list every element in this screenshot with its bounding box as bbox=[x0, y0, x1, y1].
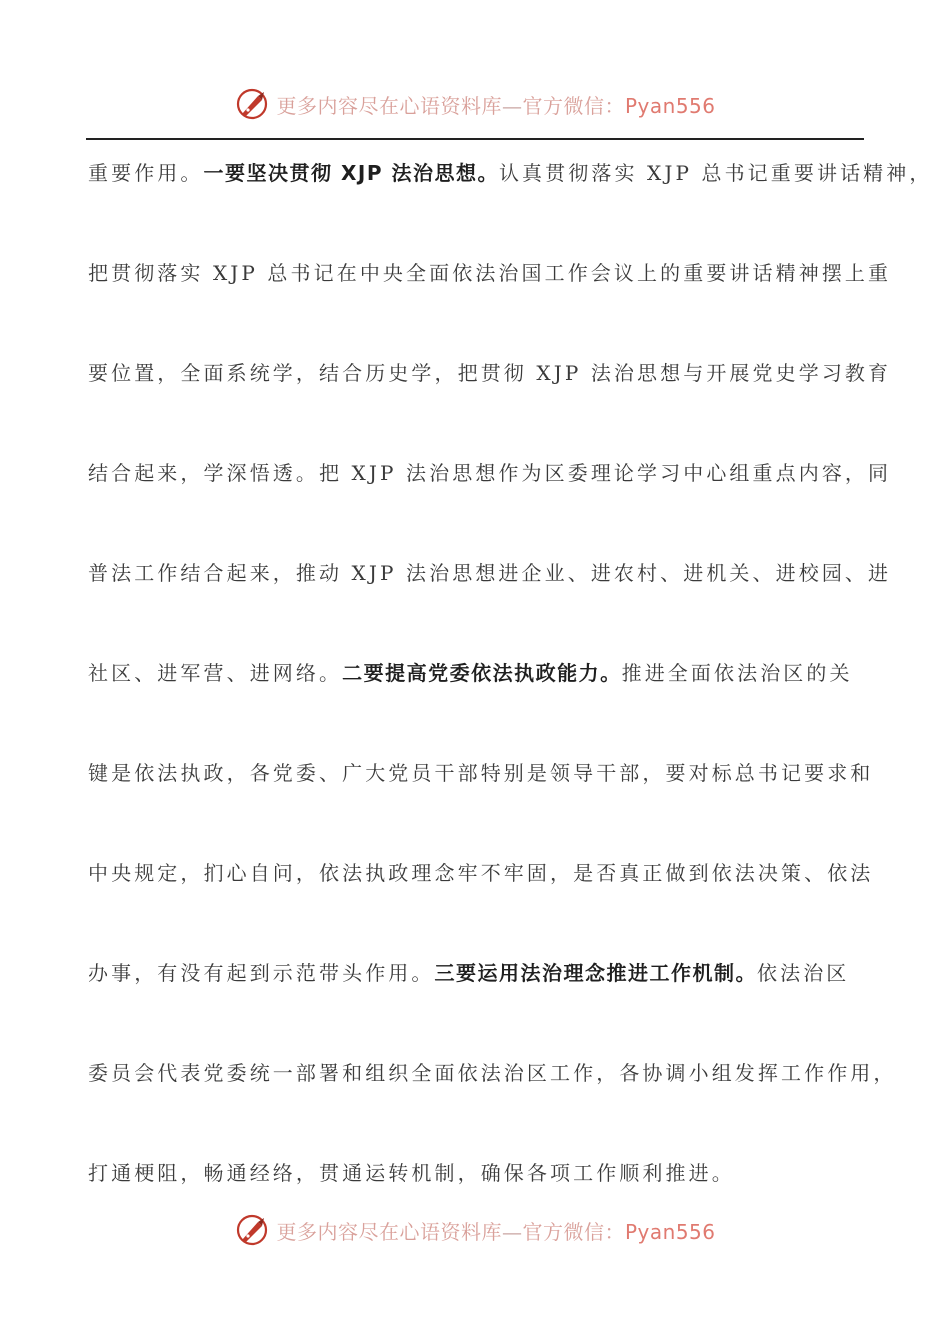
heading-run: 一要坚决贯彻 XJP 法治思想。 bbox=[203, 161, 499, 185]
footer-banner-sep: — bbox=[501, 1219, 523, 1244]
text-line-5 bbox=[88, 553, 892, 653]
footer-banner-main: 更多内容尽在心语资料库 bbox=[276, 1219, 502, 1244]
header-banner-label: 官方微信： bbox=[522, 93, 625, 118]
heading-run: 二要提高党委依法执政能力。 bbox=[342, 661, 622, 685]
text-line-1 bbox=[88, 153, 933, 253]
header-banner bbox=[0, 84, 950, 124]
footer-banner-wechat-id: Pyan556 bbox=[624, 1219, 716, 1244]
text-line-8 bbox=[88, 853, 878, 953]
text-run: 委员会代表党委统一部署和组织全面依法治区工作，各协调小组发挥工作作用， bbox=[88, 1061, 897, 1085]
text-run: 认真贯彻落实 XJP 总书记重要讲话精神， bbox=[498, 161, 933, 185]
document-body bbox=[88, 153, 933, 1253]
text-run: 中央规定，扪心自问，依法执政理念牢不牢固，是否真正做到依法决策、依法 bbox=[88, 861, 874, 885]
text-line-7 bbox=[88, 753, 878, 853]
text-run: 社区、进军营、进网络。 bbox=[88, 661, 343, 685]
text-run: 把贯彻落实 XJP 总书记在中央全面依法治国工作会议上的重要讲话精神摆上重 bbox=[88, 261, 892, 285]
pen-nib-logo-icon bbox=[234, 86, 270, 122]
pen-nib-logo-icon bbox=[234, 1212, 270, 1248]
text-run: 键是依法执政，各党委、广大党员干部特别是领导干部，要对标总书记要求和 bbox=[88, 761, 874, 785]
text-run: 普法工作结合起来，推动 XJP 法治思想进企业、进农村、进机关、进校园、进 bbox=[88, 561, 892, 585]
text-line-9 bbox=[88, 953, 878, 1053]
header-banner-sep: — bbox=[501, 93, 523, 118]
footer-banner bbox=[0, 1210, 950, 1250]
text-run: 打通梗阻，畅通经络，贯通运转机制，确保各项工作顺利推进。 bbox=[88, 1161, 735, 1185]
footer-banner-label: 官方微信： bbox=[522, 1219, 625, 1244]
text-line-2 bbox=[88, 253, 892, 353]
text-run: 结合起来，学深悟透。把 XJP 法治思想作为区委理论学习中心组重点内容，同 bbox=[88, 461, 892, 485]
text-line-4 bbox=[88, 453, 892, 553]
footer-banner-text bbox=[276, 1216, 715, 1245]
text-line-6 bbox=[88, 653, 878, 753]
header-banner-main: 更多内容尽在心语资料库 bbox=[276, 93, 502, 118]
header-banner-wechat-id: Pyan556 bbox=[624, 93, 716, 118]
header-banner-text bbox=[276, 90, 715, 119]
heading-run: 三要运用法治理念推进工作机制。 bbox=[434, 961, 757, 985]
text-run: 要位置，全面系统学，结合历史学，把贯彻 XJP 法治思想与开展党史学习教育 bbox=[88, 361, 892, 385]
text-line-3 bbox=[88, 353, 892, 453]
text-run: 办事，有没有起到示范带头作用。 bbox=[88, 961, 435, 985]
header-divider bbox=[86, 138, 864, 140]
text-run: 重要作用。 bbox=[88, 161, 204, 185]
text-line-10 bbox=[88, 1053, 897, 1153]
text-run: 推进全面依法治区的关 bbox=[621, 661, 853, 685]
text-run: 依法治区 bbox=[757, 961, 850, 985]
